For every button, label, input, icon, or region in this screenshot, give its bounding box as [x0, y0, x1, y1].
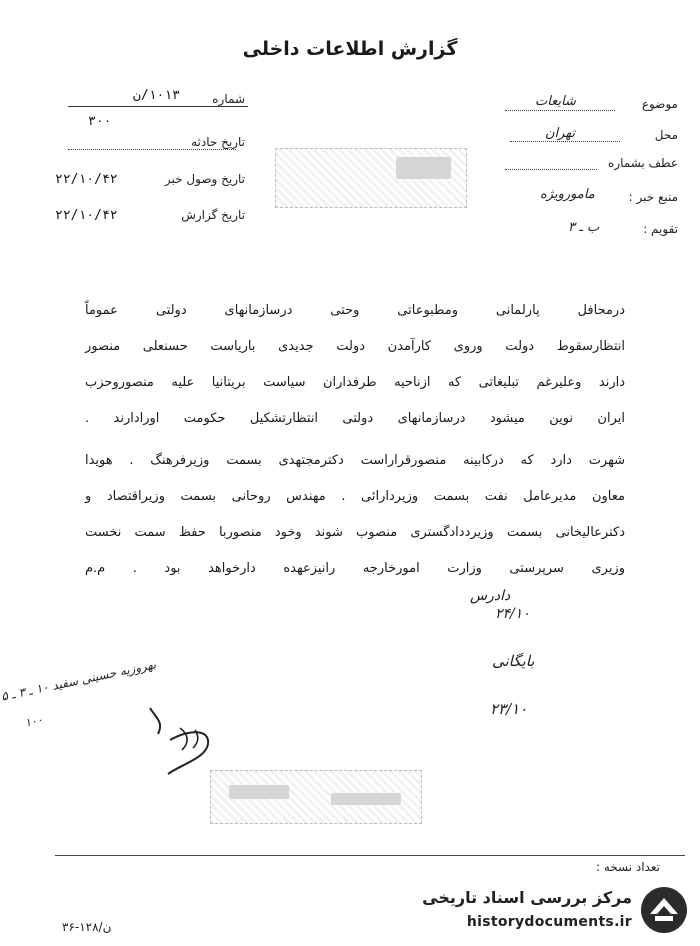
incident-date-label: تاریخ حادثه [191, 135, 245, 149]
evaluation-value: ب ـ ۳ [568, 220, 600, 235]
body-line-3: دارند وعلیرغم تبلیغاتی که ازناحیه طرفداران سیاست بریتانیا علیه منصوروحزب [85, 375, 625, 390]
reference-label: عطف بشماره [608, 156, 678, 170]
subject-value: شایعات [535, 94, 576, 109]
number-sub-value: ۳۰۰ [88, 114, 112, 129]
report-date-value: ۲۲/۱۰/۴۲ [55, 208, 118, 223]
place-line [510, 141, 620, 142]
evaluation-label: تقویم : [643, 222, 678, 236]
redacted-stamp-bottom [210, 770, 422, 824]
body-line-8: وزیری سرپرستی وزارت امورخارجه رانیزعهده دارخواهد بود . م.م [85, 561, 625, 576]
received-date-value: ۲۲/۱۰/۴۲ [55, 172, 118, 187]
place-label: محل [654, 128, 678, 142]
subject-line [505, 110, 615, 111]
form-code: ۳۶-۱۲۸/ن [62, 920, 112, 934]
redacted-stamp-top [275, 148, 467, 208]
watermark-url: historydocuments.ir [466, 914, 632, 930]
archive-logo-icon [638, 884, 690, 936]
number-label: شماره [212, 92, 245, 106]
document-title: گزارش اطلاعات داخلی [242, 38, 458, 60]
body-line-7: دکترعالیخانی بسمت وزیرددادگستری منصوب شوند وخود منصوربا حفظ سمت نخست [85, 525, 625, 540]
handwritten-note-top: دادرس [470, 588, 511, 604]
copies-label: تعداد نسخه : [595, 860, 660, 874]
received-date-label: تاریخ وصول خبر [164, 172, 245, 186]
body-line-1: درمحافل پارلمانی ومطبوعاتی وحتی درسازمانهای دولتی عموماً [85, 303, 625, 318]
subject-label: موضوع [641, 97, 678, 111]
number-value: ۱۰۱۳/ن [133, 88, 180, 103]
handwritten-note-mid-number: ۲۳/۱۰ [490, 700, 528, 718]
body-line-4: ایران نوین میشود درسازمانهای دولتی انتظارتشکیل حکومت اورادارند . [85, 411, 625, 426]
watermark-title: مرکز بررسی اسناد تاریخی [422, 888, 632, 907]
handwritten-margin-number: ۱۰۰ [23, 713, 44, 730]
body-line-6: معاون مدیرعامل نفت بسمت وزیردارائی . مهندس روحانی بسمت وزیراقتصاد و [85, 489, 625, 504]
footer-divider [55, 855, 685, 856]
number-underline [68, 106, 248, 107]
source-label: منبع خبر : [628, 190, 678, 204]
place-value: تهران [545, 126, 575, 141]
reference-line [505, 169, 597, 170]
source-value: مامورویژه [540, 187, 595, 202]
handwritten-margin-note: بهروزیه حسینی سفید ۱۰ ـ ۳ ـ ۵ [0, 657, 158, 704]
handwritten-note-top-number: ۲۴/۱۰ [495, 606, 530, 622]
incident-date-line [68, 149, 236, 150]
body-line-5: شهرت دارد که درکابینه منصورقراراست دکترمجتهدی بسمت وزیرفرهنگ . هویدا [85, 453, 625, 468]
handwritten-note-mid: بایگانی [492, 652, 535, 670]
body-line-2: انتظارسقوط دولت وروی کارآمدن دولت جدیدی باریاست حسنعلی منصور [85, 339, 625, 354]
report-date-label: تاریخ گزارش [181, 208, 245, 222]
